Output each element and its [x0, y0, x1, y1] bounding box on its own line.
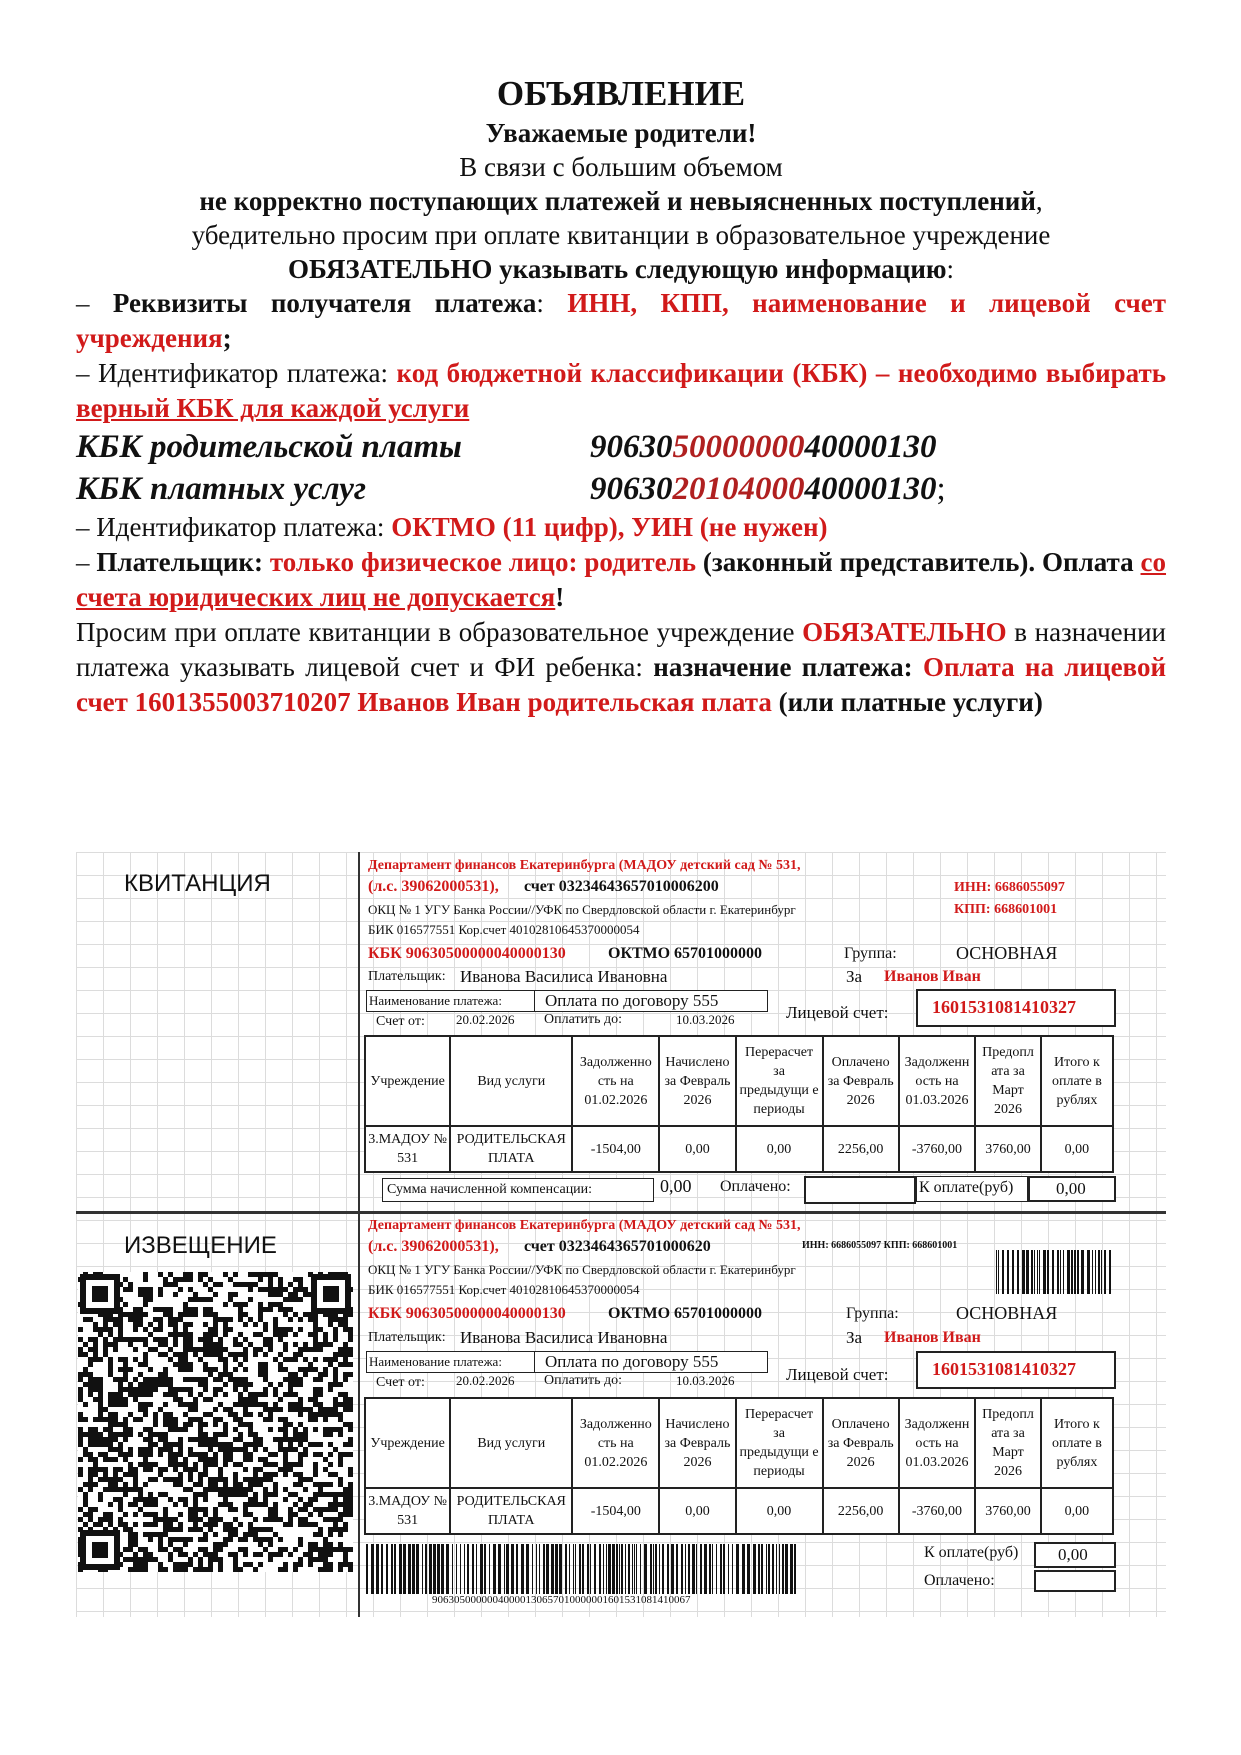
table-header: Итого к оплате в рублях — [1041, 1398, 1113, 1488]
table-cell: -1504,00 — [572, 1126, 659, 1172]
table-header: Начислено за Февраль 2026 — [659, 1398, 735, 1488]
table-cell: 3.МАДОУ № 531 — [365, 1488, 450, 1534]
comp-label-box — [382, 1178, 654, 1202]
kbk2-end: ; — [936, 471, 946, 507]
barcode-large-icon — [366, 1544, 796, 1594]
para-red: ОБЯЗАТЕЛЬНО — [802, 617, 1007, 647]
payer-label-2: Плательщик: — [368, 1330, 446, 1345]
account-label-2: Лицевой счет: — [786, 1365, 889, 1384]
bik-2: БИК 016577551 Кор.счет 40102810645370000054 — [368, 1282, 640, 1297]
group-value-1: ОСНОВНАЯ — [956, 943, 1058, 963]
table-header: Предопл ата за Март 2026 — [975, 1036, 1041, 1126]
topay-value-2: 0,00 — [1058, 1545, 1088, 1564]
item4-rest: (законный представитель). Оплата — [696, 547, 1141, 577]
item3-prefix: – Идентификатор платежа: — [76, 512, 392, 542]
item-oktmo — [76, 510, 1166, 545]
kpp-1: КПП: 668601001 — [954, 902, 1058, 917]
charges-table-2 — [364, 1397, 1114, 1535]
table-header: Задолженн ость на 01.03.2026 — [899, 1036, 975, 1126]
kbk1-label: КБК родительской платы — [76, 429, 462, 465]
oktmo-2: ОКТМО 65701000000 — [608, 1305, 763, 1322]
kbk-line-2: КБК 90630500000040000130 — [368, 1305, 566, 1322]
table-cell: 0,00 — [659, 1126, 735, 1172]
table-cell: -3760,00 — [899, 1126, 975, 1172]
receipt-horizontal-divider — [76, 1211, 1166, 1214]
announcement — [76, 72, 1166, 720]
table-cell: 2256,00 — [823, 1488, 899, 1534]
topay-box-2 — [1034, 1542, 1116, 1568]
item4-bold: Плательщик: — [96, 547, 263, 577]
purpose-value-1: Оплата по договору 555 — [545, 991, 719, 1010]
qr-code-icon — [78, 1272, 353, 1572]
child-2: Иванов Иван — [884, 1329, 981, 1346]
purpose-value-2: Оплата по договору 555 — [545, 1352, 719, 1371]
item1-prefix: – — [76, 288, 113, 318]
table-header: Перерасчет за предыдущи е периоды — [736, 1036, 823, 1126]
bank-1: ОКЦ № 1 УГУ Банка России//УФК по Свердловской области г. Екатеринбург — [368, 902, 796, 917]
kvitanciya-label: КВИТАНЦИЯ — [124, 870, 271, 897]
text-line-2-bold: не корректно поступающих платежей и невыясненных поступлений — [199, 186, 1036, 216]
para-end: (или платные услуги) — [771, 687, 1043, 717]
kbk2-label: КБК платных услуг — [76, 471, 367, 507]
charges-table-1 — [364, 1035, 1114, 1173]
group-label-1: Группа: — [844, 945, 897, 962]
table-cell: -3760,00 — [899, 1488, 975, 1534]
kbk1-number — [590, 426, 937, 468]
topay-label-box-1 — [916, 1176, 1028, 1202]
item1-bold: Реквизиты получателя платежа — [112, 288, 537, 318]
item1-red: ИНН, КПП, наименование и лицевой счет учреждения — [76, 288, 1167, 353]
table-cell: 0,00 — [736, 1488, 823, 1534]
account-label-1: Лицевой счет: — [786, 1003, 889, 1022]
item4-red-underline: со счета юридических лиц не допускается — [76, 547, 1167, 612]
date1-2: 20.02.2026 — [456, 1373, 515, 1388]
table-header-row — [365, 1036, 1113, 1126]
bik-1: БИК 016577551 Кор.счет 40102810645370000054 — [368, 922, 640, 937]
date2-1: 10.03.2026 — [676, 1012, 735, 1027]
para-mid: в назначении платежа указывать лицевой счет и ФИ ребенка: — [76, 617, 1166, 682]
bank-2: ОКЦ № 1 УГУ Банка России//УФК по Свердловской области г. Екатеринбург — [368, 1262, 796, 1277]
table-header: Задолженно сть на 01.02.2026 — [572, 1398, 659, 1488]
table-row — [365, 1126, 1113, 1172]
schet-ot-2: Счет от: — [376, 1375, 425, 1390]
text-line-2 — [76, 184, 1166, 218]
kbk2-part-a: 90630 — [590, 471, 673, 507]
item4-red: только физическое лицо: родитель — [269, 547, 697, 577]
account-value-2: 1601531081410327 — [932, 1359, 1076, 1379]
topay-value-1: 0,00 — [1056, 1179, 1086, 1198]
inn-1: ИНН: 6686055097 — [954, 880, 1065, 895]
item2-red-underline: верный КБК для каждой услуги — [76, 393, 470, 423]
comp-value: 0,00 — [660, 1176, 692, 1196]
kbk1-part-c: 40000130 — [804, 429, 937, 465]
kbk1-part-a: 90630 — [590, 429, 673, 465]
table-row — [365, 1488, 1113, 1534]
group-label-2: Группа: — [846, 1305, 899, 1322]
topay-label-1: К оплате(руб) — [919, 1179, 1014, 1196]
para-red-example: Оплата на лицевой счет 1601355003710207 Иванов Иван родительская плата — [76, 652, 1167, 717]
payer-label-1: Плательщик: — [368, 969, 446, 984]
topay-box-1 — [1028, 1176, 1116, 1202]
dept-name-2: Департамент финансов Екатеринбурга (МАДОУ детский сад № 531, — [368, 1218, 801, 1233]
purpose-value-box-1 — [534, 990, 768, 1012]
ls-1: (л.с. 39062000531), — [368, 878, 499, 895]
oplatit-1: Оплатить до: — [544, 1012, 623, 1027]
za-1: За — [846, 967, 863, 986]
schet-ot-1: Счет от: — [376, 1014, 425, 1029]
table-header: Оплачено за Февраль 2026 — [823, 1036, 899, 1126]
payer-value-2: Иванова Василиса Ивановна — [460, 1328, 668, 1347]
paid-field-1[interactable] — [804, 1176, 916, 1204]
table-cell: 2256,00 — [823, 1126, 899, 1172]
text-line-3: убедительно просим при оплате квитанции в образовательное учреждение — [191, 220, 1051, 250]
purpose-label-2: Наименование платежа: — [369, 1354, 502, 1369]
inn-kpp-2: ИНН: 6686055097 КПП: 668601001 — [802, 1240, 958, 1251]
item2-red: код бюджетной классификации (КБК) – необходимо выбирать — [396, 358, 1166, 388]
para-start: Просим при оплате квитанции в образовательное учреждение — [76, 617, 803, 647]
table-header: Вид услуги — [450, 1398, 572, 1488]
paid-field-2[interactable] — [1034, 1570, 1116, 1592]
table-cell: РОДИТЕЛЬСКАЯ ПЛАТА — [450, 1488, 572, 1534]
paid-label-1: Оплачено: — [720, 1178, 791, 1195]
dept-name-1: Департамент финансов Екатеринбурга (МАДОУ детский сад № 531, — [368, 858, 801, 873]
table-header: Итого к оплате в рублях — [1041, 1036, 1113, 1126]
payment-purpose-paragraph — [76, 615, 1166, 720]
table-cell: 3760,00 — [975, 1488, 1041, 1534]
table-cell: 3.МАДОУ № 531 — [365, 1126, 450, 1172]
para-bold: назначение платежа: — [653, 652, 913, 682]
item-payment-id — [76, 356, 1166, 426]
schet-2: счет 0323464365701000620 — [524, 1238, 711, 1255]
za-2: За — [846, 1328, 863, 1347]
item-payer — [76, 545, 1166, 615]
item4-prefix: – — [76, 547, 97, 577]
schet-1: счет 03234643657010006200 — [524, 878, 719, 895]
table-cell: 0,00 — [1041, 1488, 1113, 1534]
table-header: Задолженн ость на 01.03.2026 — [899, 1398, 975, 1488]
announcement-title: ОБЪЯВЛЕНИЕ — [496, 74, 746, 113]
text-line-1: В связи с большим объемом — [459, 152, 783, 182]
item-recipient — [76, 286, 1166, 356]
table-header: Учреждение — [365, 1398, 450, 1488]
group-value-2: ОСНОВНАЯ — [956, 1303, 1058, 1323]
table-cell: РОДИТЕЛЬСКАЯ ПЛАТА — [450, 1126, 572, 1172]
kbk2-number — [590, 468, 946, 510]
purpose-label-box-2 — [366, 1351, 536, 1373]
child-1: Иванов Иван — [884, 968, 981, 985]
purpose-value-box-2 — [534, 1351, 768, 1373]
kbk-paid-services — [76, 468, 1166, 510]
item3-red: ОКТМО (11 цифр), УИН (не нужен) — [391, 512, 828, 542]
kbk-parent-fee — [76, 426, 1166, 468]
kbk2-part-b: 20104000 — [672, 471, 805, 507]
table-cell: 0,00 — [1041, 1126, 1113, 1172]
table-header: Задолженно сть на 01.02.2026 — [572, 1036, 659, 1126]
oktmo-1: ОКТМО 65701000000 — [608, 945, 763, 962]
kbk-line-1: КБК 90630500000040000130 — [368, 945, 566, 962]
comp-label: Сумма начисленной компенсации: — [387, 1182, 593, 1197]
table-cell: 3760,00 — [975, 1126, 1041, 1172]
text-line-2-end: , — [1035, 186, 1043, 216]
item4-end: ! — [555, 582, 565, 612]
item2-prefix: – Идентификатор платежа: — [76, 358, 397, 388]
table-header: Учреждение — [365, 1036, 450, 1126]
item1-sep: : — [536, 288, 568, 318]
purpose-label-box-1 — [366, 990, 536, 1012]
account-box-2 — [916, 1351, 1116, 1389]
text-line-4-bold: ОБЯЗАТЕЛЬНО указывать следующую информацию — [287, 254, 947, 284]
table-header-row — [365, 1398, 1113, 1488]
purpose-label-1: Наименование платежа: — [369, 993, 502, 1008]
date1-1: 20.02.2026 — [456, 1012, 515, 1027]
table-header: Предопл ата за Март 2026 — [975, 1398, 1041, 1488]
date2-2: 10.03.2026 — [676, 1373, 735, 1388]
barcode-small-icon — [996, 1250, 1114, 1294]
table-cell: 0,00 — [659, 1488, 735, 1534]
izveshchenie-label: ИЗВЕЩЕНИЕ — [124, 1232, 277, 1259]
item1-end: ; — [222, 323, 232, 353]
ls-2: (л.с. 39062000531), — [368, 1238, 499, 1255]
oplatit-2: Оплатить до: — [544, 1373, 623, 1388]
text-line-4 — [76, 252, 1166, 286]
kbk2-part-c: 40000130 — [804, 471, 937, 507]
text-line-4-end: : — [946, 254, 955, 284]
table-header: Перерасчет за предыдущи е периоды — [736, 1398, 823, 1488]
topay-label-2: К оплате(руб) — [924, 1544, 1019, 1561]
table-cell: -1504,00 — [572, 1488, 659, 1534]
barcode-number: 90630500000040000130657010000001601531081410067 — [432, 1594, 691, 1606]
table-header: Вид услуги — [450, 1036, 572, 1126]
table-cell: 0,00 — [736, 1126, 823, 1172]
kbk1-part-b: 50000000 — [672, 429, 805, 465]
paid-label-2: Оплачено: — [924, 1572, 995, 1589]
account-value-1: 1601531081410327 — [932, 997, 1076, 1017]
table-header: Начислено за Февраль 2026 — [659, 1036, 735, 1126]
account-box-1 — [916, 989, 1116, 1027]
receipt-sample — [76, 852, 1166, 1617]
receipt-vertical-divider — [358, 852, 360, 1617]
table-header: Оплачено за Февраль 2026 — [823, 1398, 899, 1488]
payer-value-1: Иванова Василиса Ивановна — [460, 967, 668, 986]
greeting: Уважаемые родители! — [485, 118, 757, 148]
